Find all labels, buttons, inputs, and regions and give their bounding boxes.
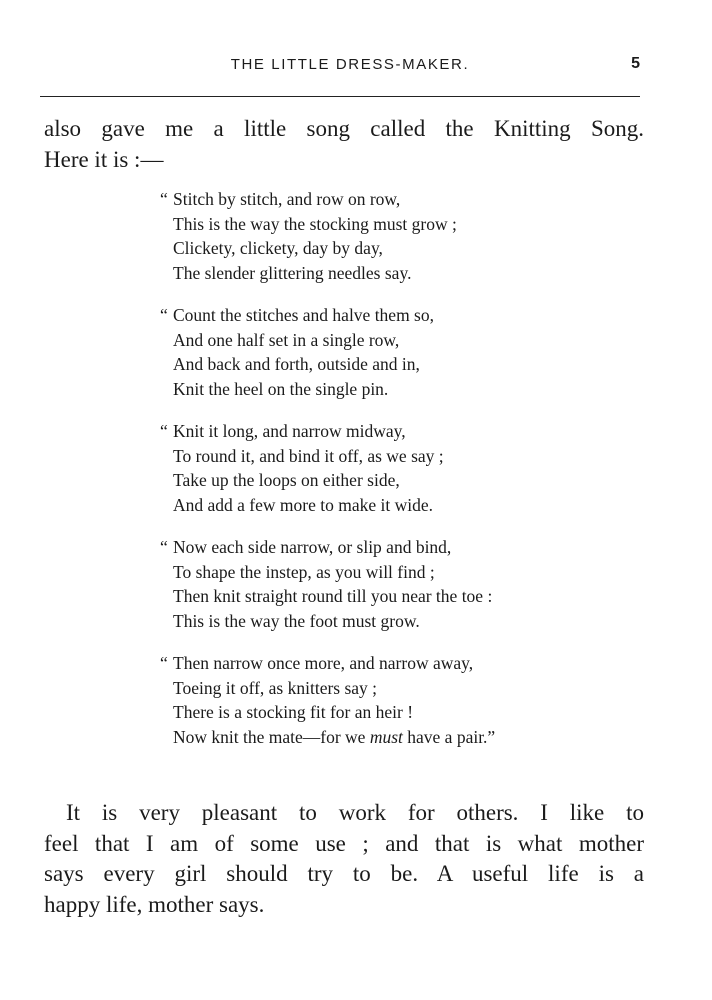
poem-stanza — [160, 303, 630, 401]
poem-line: There is a stocking fit for an heir ! — [173, 702, 414, 722]
poem-line: “ Now each side narrow, or slip and bind, — [160, 535, 630, 560]
poem-line: And add a few more to make it wide. — [173, 494, 433, 515]
poem-line: Clickety, clickety, day by day, — [173, 238, 383, 258]
poem-stanza — [160, 419, 630, 517]
poem-line: “ Count the stitches and halve them so, — [160, 303, 630, 328]
poem-line: “ Then narrow once more, and narrow away, — [160, 651, 630, 676]
poem-line: Toeing it off, as knitters say ; — [173, 677, 378, 698]
poem-line: Take up the loops on either side, — [173, 470, 400, 490]
knitting-song-poem — [160, 187, 630, 749]
closing-line: says every girl should try to be. A useful life is a — [44, 861, 644, 886]
open-quote: “ — [160, 653, 168, 673]
open-quote: “ — [160, 305, 168, 325]
intro-paragraph — [44, 114, 644, 175]
header-rule — [40, 96, 640, 97]
poem-line: The slender glittering needles say. — [173, 262, 412, 283]
intro-line: Here it is :— — [44, 146, 164, 172]
poem-line: This is the way the stocking must grow ; — [173, 213, 457, 234]
page-number: 5 — [631, 55, 640, 72]
poem-line: “ Knit it long, and narrow midway, — [160, 419, 630, 444]
poem-line: Then knit straight round till you near the toe : — [173, 586, 493, 606]
poem-line: And back and forth, outside and in, — [173, 354, 420, 374]
poem-stanza — [160, 187, 630, 285]
poem-line: To shape the instep, as you will find ; — [173, 561, 435, 582]
running-title: THE LITTLE DRESS-MAKER. — [230, 56, 470, 73]
closing-line: It is very pleasant to work for others. I like to — [66, 800, 644, 825]
poem-line: This is the way the foot must grow. — [173, 610, 420, 631]
closing-paragraph — [44, 798, 644, 920]
poem-line: “ Stitch by stitch, and row on row, — [160, 187, 630, 212]
open-quote: “ — [160, 421, 168, 441]
open-quote: “ — [160, 537, 168, 557]
poem-line: To round it, and bind it off, as we say ; — [173, 445, 444, 466]
poem-line: Knit the heel on the single pin. — [173, 378, 389, 399]
open-quote: “ — [160, 189, 168, 209]
page-header — [40, 56, 640, 80]
poem-stanza — [160, 535, 630, 633]
poem-stanza — [160, 651, 630, 749]
poem-line: And one half set in a single row, — [173, 329, 400, 350]
intro-line: also gave me a little song called the Knitting Song. — [44, 116, 644, 141]
closing-line: feel that I am of some use ; and that is what mother — [44, 830, 644, 856]
emphasized-word: must — [369, 726, 403, 747]
poem-line-final: Now knit the mate—for we must have a pair.” — [173, 726, 496, 747]
closing-line: happy life, mother says. — [44, 891, 265, 917]
